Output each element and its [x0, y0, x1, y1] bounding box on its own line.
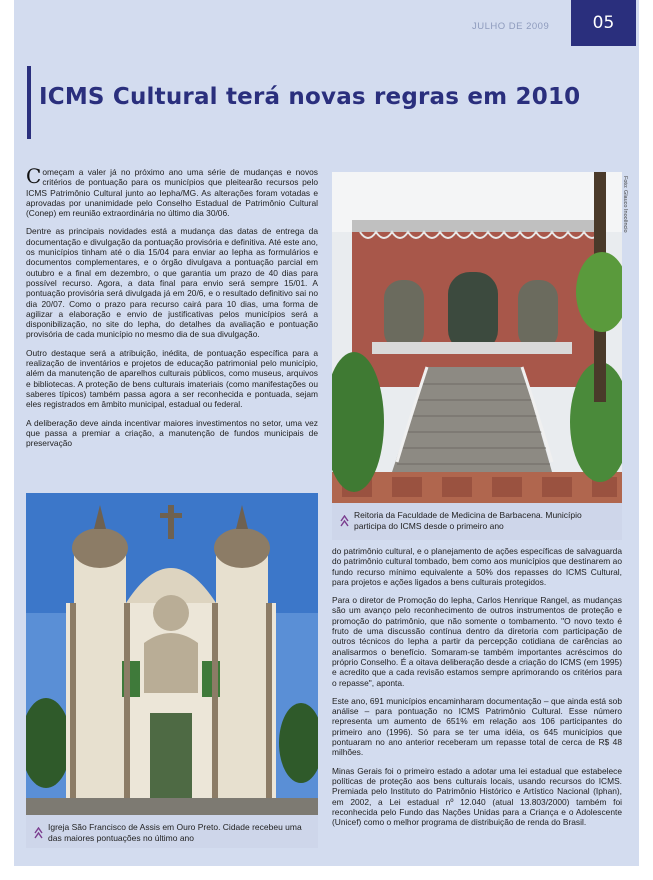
photo-caption-top — [332, 503, 622, 540]
paragraph-2: Dentre as principais novidades está a mudança das datas de entrega da documentação e divulgação da pontuação provisória e definitiva. Até este ano, os municípios tinham até o dia 15/04 para enviar ao Iepha as formulários e documentos complementares, e o órgão divulgava a pontuação parcial em outubro e a final em dezembro, o que garantia um prazo de 40 dias para possível recurso. Agora, a data final para envio será sempre 15/01. A pontuação provisória será divulgada já em 20/6, e o resultado definitivo sai no dia 20/07. Como o prazo para recurso cairá para 10 dias, uma forma de agilizar a elaboração e envio de justificativas pelos municípios será a disponibilização, no site do Iepha, do detalhes da avaliação e pontuação provisória de cada município no mesmo dia de sua divulgação. — [26, 226, 318, 340]
page-number-badge — [571, 0, 636, 46]
paragraph-8: Minas Gerais foi o primeiro estado a adotar uma lei estadual que estabelece políticas de proteção aos bens culturais locais, usando recursos do ICMS. Premiada pelo Instituto do Patrimônio Histórico e Artístico Nacional (Iphan), em 2002, a Lei estadual nº 12.040 (atual 13.803/2000) também foi reconhecida pelo Fundo das Nações Unidas para a Criança e o Adolescente (Unicef) como o melhor programa de distribuição de renda do Brasil. — [332, 765, 622, 828]
paragraph-4: A deliberação deve ainda incentivar maiores investimentos no setor, uma vez que passa a premiar a criação, a manutenção de fundos municipais de preservação — [26, 417, 318, 449]
caption-marker-icon — [340, 515, 349, 527]
photo-caption-bottom — [26, 815, 318, 848]
caption-top-text: Reitoria da Faculdade de Medicina de Barbacena. Município participa do ICMS desde o primeiro ano — [354, 510, 582, 531]
reitoria-photo — [332, 172, 622, 503]
drop-cap: C — [26, 164, 42, 188]
caption-bottom-text: Igreja São Francisco de Assis em Ouro Preto. Cidade recebeu uma das maiores pontuações no último ano — [48, 822, 302, 843]
article-column-right — [332, 546, 622, 835]
paragraph-3: Outro destaque será a atribuição, inédita, de pontuação específica para a realização de inventários e projetos de educação patrimonial pelo município, além da manutenção de aparelhos culturais públicos, como museus, arquivos e bibliotecas. A proteção de bens culturais imateriais (como manifestações ou saberes típicos) também passa agora a ser reconhecida e pontuada, sejam eles registrados em âmbito municipal, estadual ou federal. — [26, 347, 318, 410]
paragraph-1: Começam a valer já no próximo ano uma série de mudanças e novos critérios de pontuação para os municípios que pleitearão recursos pelo ICMS Patrimônio Cultural junto ao Iepha/MG. As alterações foram votadas e aprovadas por unanimidade pelo Conselho Estadual de Patrimônio Cultural (Conep) em reunião extraordinária no último dia 30/06. — [26, 164, 318, 219]
issue-date: JULHO DE 2009 — [472, 21, 550, 32]
page-number: 05 — [592, 13, 615, 33]
article-title: ICMS Cultural terá novas regras em 2010 — [39, 84, 581, 110]
paragraph-6: Para o diretor de Promoção do Iepha, Carlos Henrique Rangel, as mudanças são um avanço pelo reconhecimento de outros instrumentos de proteção e promoção do patrimônio, que não somente o tombamento. "O novo texto é fruto de uma discussão contínua dentro da diretoria com participação de outros técnicos do Iepha a partir da percepção cotidiana de carências ao analisarmos o benefício. Somaram-se também importantes acréscimos do próprio Conselho. É a oitava deliberação desde a criação do ICMS (em 1995) e acredito que a cada revisão estamos sempre aprimorando os critérios para o repasse", aponta. — [332, 595, 622, 688]
title-accent-bar — [27, 66, 31, 139]
church-photo — [26, 493, 318, 815]
article-column-left — [26, 164, 318, 456]
paragraph-5: do patrimônio cultural, e o planejamento de ações específicas de salvaguarda do patrimônio cultural tombado, bem como aos municípios que destinarem ao fundo recurso mínimo equivalente a 50% dos repasses do ICMS Cultural, para projetos e ações ligados a bens culturais protegidos. — [332, 546, 622, 587]
photo-credit: Foto: Glauco Inocêncio — [622, 176, 628, 233]
paragraph-7: Este ano, 691 municípios encaminharam documentação – que ainda está sob análise – para pontuação no ICMS Patrimônio Cultural. Esse número representa um aumento de 651% em relação aos 106 participantes do primeiro ano (1996). Só para se ter uma idéia, os 645 municípios que pontuaram no ano anterior receberam um repasse total de cerca de R$ 48 milhões. — [332, 695, 622, 758]
caption-marker-icon — [34, 827, 43, 839]
